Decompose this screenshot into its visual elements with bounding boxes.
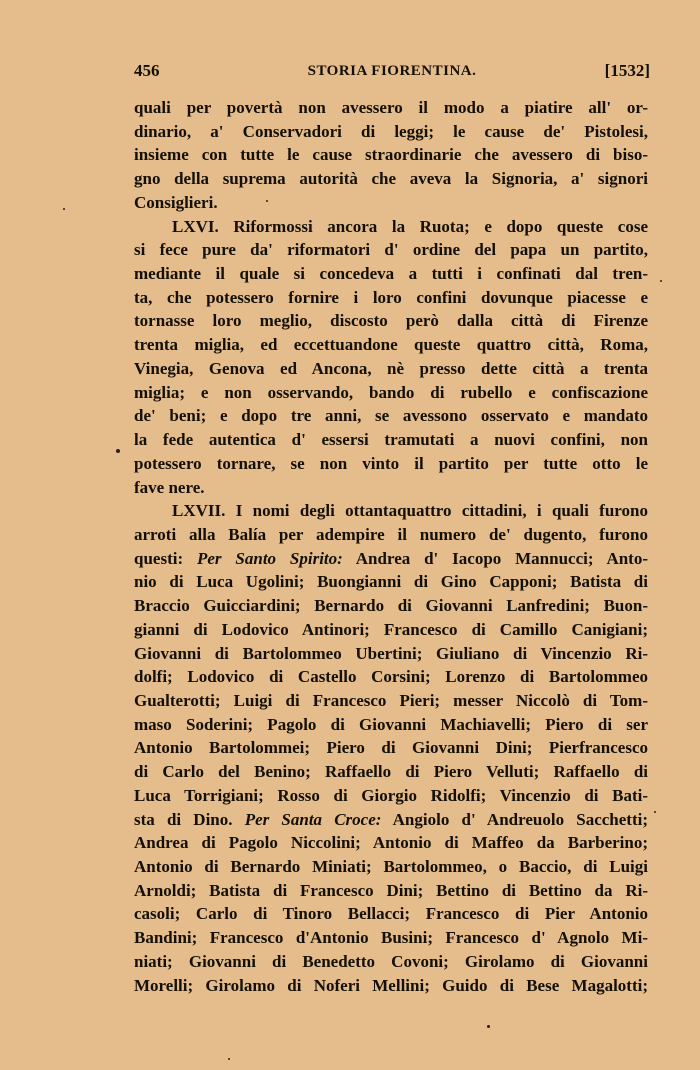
text-line: quali per povertà non avessero il modo a piatire all' or- (134, 98, 648, 117)
year-marker: [1532] (604, 61, 650, 80)
text-segment: questi: (134, 548, 184, 568)
text-line: insieme con tutte le cause straordinarie che avessero di biso- (134, 145, 648, 165)
text-line: niati; Giovanni di Benedetto Covoni; Girolamo di Giovanni (134, 951, 648, 971)
text-line: Vinegia, Genova ed Ancona, nè presso dette città a trenta (134, 358, 648, 378)
ink-speck (487, 1025, 490, 1028)
text-line: dinario, a' Conservadori di leggi; le cause de' Pistolesi, (134, 121, 648, 141)
text-line (134, 547, 648, 571)
page-header (134, 61, 650, 85)
text-line: maso Soderini; Pagolo di Giovanni Machiavelli; Piero di ser (134, 714, 648, 734)
ink-speck (660, 280, 662, 282)
text-line: Giovanni di Bartolommeo Ubertini; Giuliano di Vincenzio Ri- (134, 643, 648, 663)
text-line: Antonio di Bernardo Miniati; Bartolommeo, o Baccio, di Luigi (134, 857, 648, 876)
ink-speck (654, 811, 656, 813)
running-title: STORIA FIORENTINA. (307, 63, 477, 79)
text-line: gno della suprema autorità che aveva la Signoria, a' signori (134, 169, 648, 189)
text-segment: sta di Dino. (134, 809, 233, 829)
text-line: trenta miglia, ed eccettuandone queste quattro città, Roma, (134, 335, 648, 355)
text-line: Consiglieri. (134, 192, 218, 212)
text-line: Gualterotti; Luigi di Francesco Pieri; messer Niccolò di Tom- (134, 690, 648, 710)
ink-speck (266, 200, 268, 202)
text-line: casoli; Carlo di Tinoro Bellacci; Francesco di Pier Antonio (134, 904, 648, 924)
text-line: potessero tornare, se non vinto il partito per tutte otto le (134, 453, 648, 473)
text-line: Braccio Guicciardini; Bernardo di Giovanni Lanfredini; Buon- (134, 596, 648, 616)
text-line: fave nere. (134, 477, 205, 497)
text-line: gianni di Lodovico Antinori; Francesco di Camillo Canigiani; (134, 619, 648, 639)
text-line: mediante il quale si concedeva a tutti i confinati dal tren- (134, 264, 648, 284)
text-line: di Carlo del Benino; Raffaello di Piero Velluti; Raffaello di (134, 762, 648, 782)
text-line: Andrea di Pagolo Niccolini; Antonio di Maffeo da Barberino; (134, 833, 648, 853)
text-segment: Andrea d' Iacopo Mannucci; Anto- (355, 548, 648, 568)
ink-speck (116, 449, 120, 453)
text-line: Luca Torrigiani; Rosso di Giorgio Ridolfi; Vincenzio di Bati- (134, 785, 648, 805)
text-line: arroti alla Balía per adempire il numero de' dugento, furono (134, 524, 648, 544)
text-line: Antonio Bartolommei; Piero di Giovanni Dini; Pierfrancesco (134, 738, 648, 758)
text-line: si fece pure da' riformatori d' ordine del papa un partito, (134, 240, 648, 260)
text-line (134, 808, 648, 832)
text-line: nio di Luca Ugolini; Buongianni di Gino Capponi; Batista di (134, 572, 648, 592)
text-line: la fede autentica d' essersi tramutati a nuovi confini, non (134, 430, 648, 450)
page-number: 456 (134, 61, 160, 80)
page-body-text (134, 96, 648, 997)
district-heading-santo-spirito: Per Santo Spirito: (197, 548, 343, 568)
text-line: Morelli; Girolamo di Noferi Mellini; Guido di Bese Magalotti; (134, 975, 648, 995)
text-line: dolfi; Lodovico di Castello Corsini; Lorenzo di Bartolommeo (134, 667, 648, 687)
text-line: ta, che potessero fornire i loro confini dovunque piacesse e (134, 287, 648, 307)
text-line: tornasse loro meglio, discosto però dalla città di Firenze (134, 311, 648, 331)
text-line: Arnoldi; Batista di Francesco Dini; Bettino di Bettino da Ri- (134, 880, 648, 900)
ink-speck (63, 208, 65, 210)
text-line: de' beni; e dopo tre anni, se avessono osservato e mandato (134, 406, 648, 426)
paragraph-start-lxvi: LXVI. Riformossi ancora la Ruota; e dopo queste cose (172, 216, 648, 236)
text-line: miglia; e non osservando, bando di rubello e confiscazione (134, 382, 648, 402)
text-segment: Angiolo d' Andreuolo Sacchetti; (392, 809, 648, 829)
paragraph-start-lxvii: LXVII. I nomi degli ottantaquattro cittadini, i quali furono (172, 501, 648, 521)
ink-speck (228, 1058, 230, 1060)
district-heading-santa-croce: Per Santa Croce: (244, 809, 382, 829)
text-line: Bandini; Francesco d'Antonio Busini; Francesco d' Agnolo Mi- (134, 928, 648, 948)
